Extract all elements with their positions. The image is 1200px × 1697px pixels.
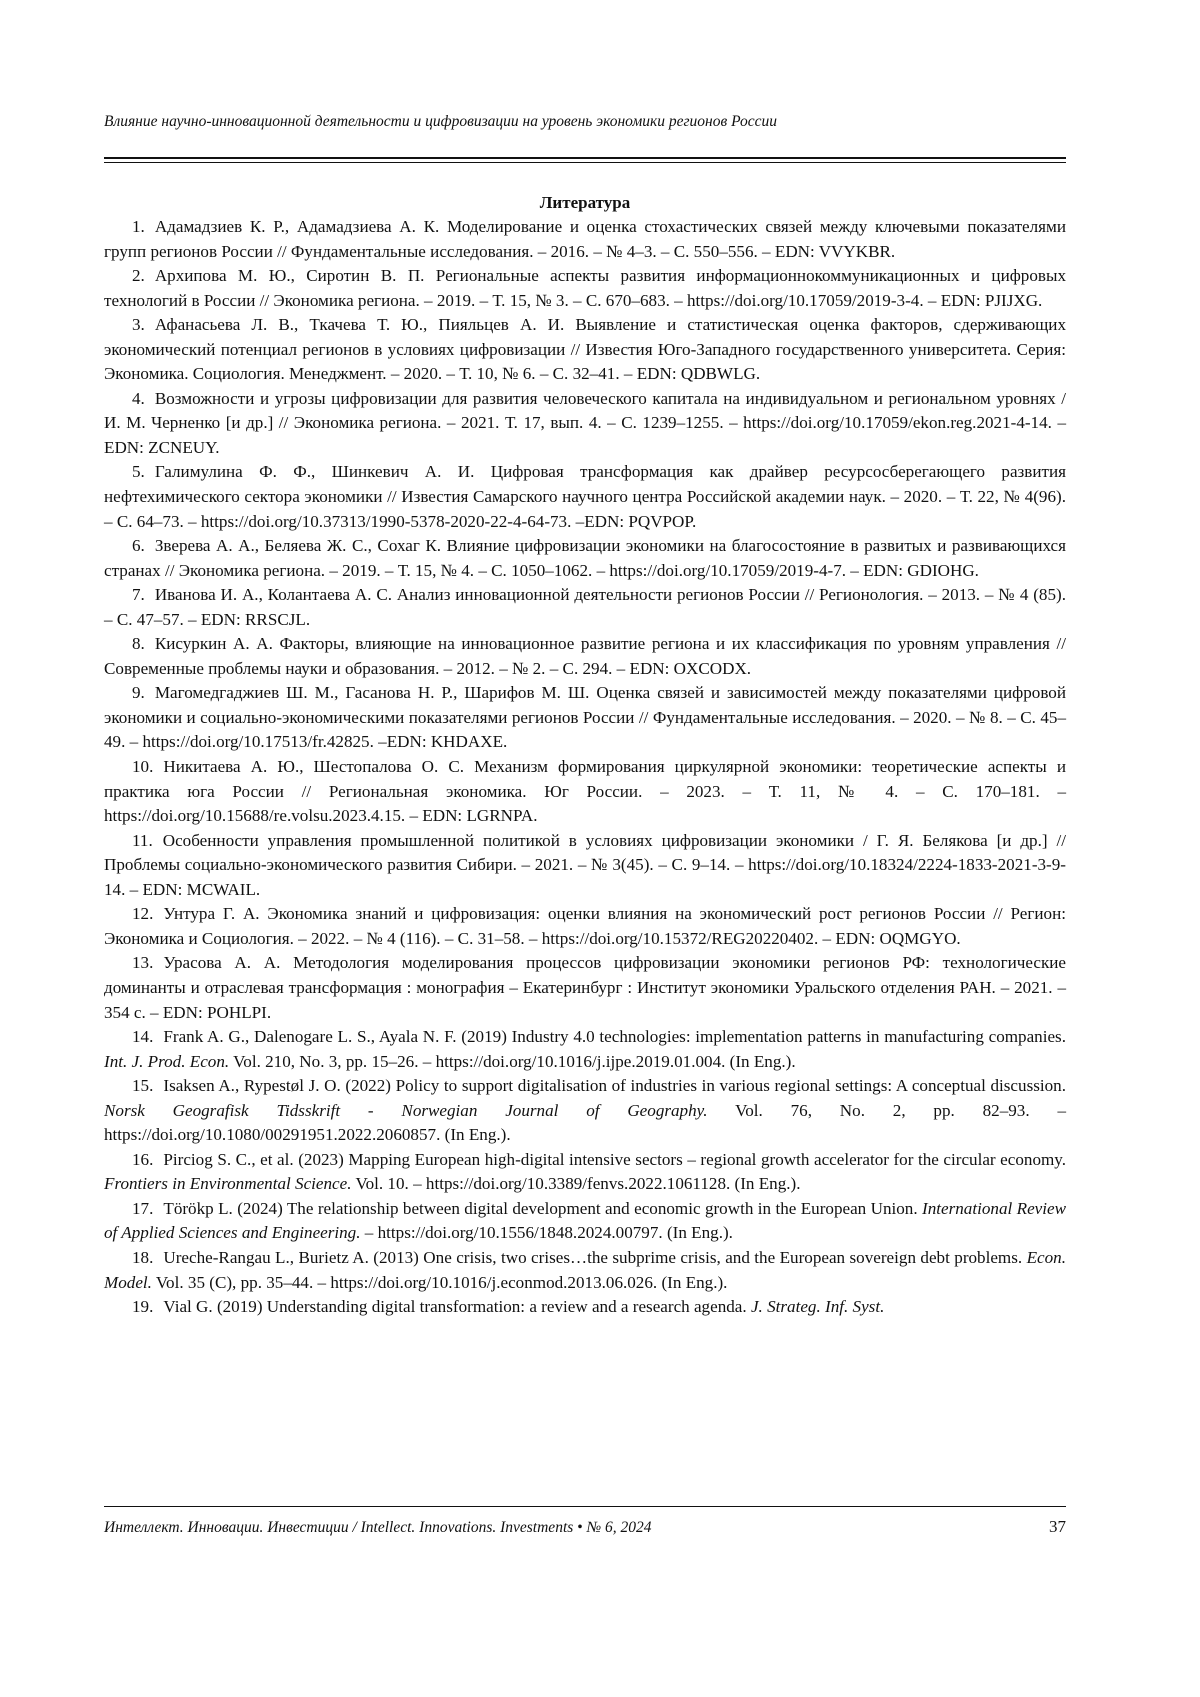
- reference-item: [104, 1246, 1066, 1295]
- reference-number: 13.: [132, 953, 163, 972]
- reference-number: 7.: [132, 585, 155, 604]
- reference-item: [104, 902, 1066, 951]
- reference-journal: J. Strateg. Inf. Syst.: [751, 1297, 884, 1316]
- reference-item: [104, 632, 1066, 681]
- reference-text: Афанасьева Л. В., Ткачева Т. Ю., Пияльцев А. И. Выявление и статистическая оценка факторов, сдерживающих экономический потенциал регионов в условиях цифровизации // Известия Юго-Западного государственного университета. Серия: Экономика. Социология. Менеджмент. – 2020. – Т. 10, № 6. – С. 32–41. – EDN: QDBWLG.: [104, 315, 1066, 383]
- reference-journal: Econ. Model.: [104, 1248, 1066, 1292]
- reference-item: [104, 681, 1066, 755]
- page-number: 37: [1049, 1517, 1066, 1537]
- reference-journal: Norsk Geografisk Tidsskrift - Norwegian Journal of Geography.: [104, 1101, 708, 1120]
- reference-text: Урасова А. А. Методология моделирования процессов цифровизации экономики регионов РФ: технологические доминанты и отраслевая трансформация : монография – Екатеринбург : Институт экономики Уральского отделения РАН. – 2021. – 354 с. – EDN: POHLPI.: [104, 953, 1066, 1021]
- reference-text: Галимулина Ф. Ф., Шинкевич А. И. Цифровая трансформация как драйвер ресурсосберегающего развития нефтехимического сектора экономики // Известия Самарского научного центра Российской академии наук. – 2020. – Т. 22, № 4(96). – С. 64–73. – https://doi.org/10.37313/1990-5378-2020-22-4-64-73. –EDN: PQVPOP.: [104, 462, 1066, 530]
- reference-text: Иванова И. А., Колантаева А. С. Анализ инновационной деятельности регионов России // Регионология. – 2013. – № 4 (85). – С. 47–57. – EDN: RRSCJL.: [104, 585, 1066, 629]
- reference-number: 6.: [132, 536, 155, 555]
- references-section: [104, 191, 1066, 1320]
- reference-item: [104, 534, 1066, 583]
- reference-text: Кисуркин А. А. Факторы, влияющие на инновационное развитие региона и их классификация по уровням управления // Современные проблемы науки и образования. – 2012. – № 2. – С. 294. – EDN: OXCODX.: [104, 634, 1066, 678]
- reference-number: 12.: [132, 904, 163, 923]
- reference-text: Архипова М. Ю., Сиротин В. П. Региональные аспекты развития информационнокоммуникационных и цифровых технологий в России // Экономика региона. – 2019. – Т. 15, № 3. – С. 670–683. – https://doi.org/10.17059/2019-3-4. – EDN: PJIJXG.: [104, 266, 1066, 310]
- reference-item: [104, 215, 1066, 264]
- reference-item: [104, 1148, 1066, 1197]
- reference-text: Зверева А. А., Беляева Ж. С., Сохаг К. Влияние цифровизации экономики на благосостояние в развитых и развивающихся странах // Экономика региона. – 2019. – Т. 15, № 4. – С. 1050–1062. – https://doi.org/10.17059/2019-4-7. – EDN: GDIOHG.: [104, 536, 1066, 580]
- reference-text: Унтура Г. А. Экономика знаний и цифровизация: оценки влияния на экономический рост регионов России // Регион: Экономика и Социология. – 2022. – № 4 (116). – С. 31–58. – https://doi.org/10.15372/REG20220402. – EDN: OQMGYO.: [104, 904, 1066, 948]
- footer-journal: Интеллект. Инновации. Инвестиции / Intellect. Innovations. Investments • № 6, 2024: [104, 1519, 651, 1537]
- reference-text: Isaksen A., Rypestøl J. O. (2022) Policy to support digitalisation of industries in various regional settings: A conceptual discussion.: [163, 1076, 1066, 1095]
- reference-number: 18.: [132, 1248, 163, 1267]
- reference-journal: Frontiers in Environmental Science.: [104, 1174, 351, 1193]
- reference-number: 4.: [132, 389, 155, 408]
- reference-number: 19.: [132, 1297, 163, 1316]
- reference-text: Возможности и угрозы цифровизации для развития человеческого капитала на индивидуальном и региональном уровнях / И. М. Черненко [и др.] // Экономика региона. – 2021. Т. 17, вып. 4. – С. 1239–1255. – https://doi.org/10.17059/ekon.reg.2021-4-14. – EDN: ZCNEUY.: [104, 389, 1066, 457]
- reference-details: Vol. 10. – https://doi.org/10.3389/fenvs.2022.1061128. (In Eng.).: [351, 1174, 800, 1193]
- reference-number: 14.: [132, 1027, 163, 1046]
- reference-number: 15.: [132, 1076, 163, 1095]
- reference-item: [104, 1025, 1066, 1074]
- reference-text: Vial G. (2019) Understanding digital transformation: a review and a research agenda.: [163, 1297, 751, 1316]
- reference-item: [104, 583, 1066, 632]
- reference-number: 9.: [132, 683, 155, 702]
- reference-text: Frank A. G., Dalenogare L. S., Ayala N. F. (2019) Industry 4.0 technologies: implementation patterns in manufacturing companies.: [163, 1027, 1066, 1046]
- reference-text: Ureche-Rangau L., Burietz A. (2013) One crisis, two crises…the subprime crisis, and the European sovereign debt problems.: [163, 1248, 1026, 1267]
- reference-number: 3.: [132, 315, 155, 334]
- header-rule-thick: [104, 157, 1066, 159]
- reference-item: [104, 951, 1066, 1025]
- reference-item: [104, 387, 1066, 461]
- reference-number: 5.: [132, 462, 155, 481]
- reference-details: Vol. 76, No. 2, pp. 82–93. – https://doi.org/10.1080/00291951.2022.2060857. (In Eng.).: [104, 1101, 1066, 1145]
- reference-text: Магомедгаджиев Ш. М., Гасанова Н. Р., Шарифов М. Ш. Оценка связей и зависимостей между показателями цифровой экономики и социально-экономическими показателями регионов России // Фундаментальные исследования. – 2020. – № 8. – С. 45–49. – https://doi.org/10.17513/fr.42825. –EDN: KHDAXE.: [104, 683, 1066, 751]
- reference-item: [104, 1197, 1066, 1246]
- reference-text: Pirciog S. C., et al. (2023) Mapping European high-digital intensive sectors – regional growth accelerator for the circular economy.: [163, 1150, 1066, 1169]
- reference-item: [104, 313, 1066, 387]
- reference-number: 8.: [132, 634, 155, 653]
- reference-text: Törökp L. (2024) The relationship between digital development and economic growth in the European Union.: [163, 1199, 922, 1218]
- reference-journal: International Review of Applied Sciences and Engineering.: [104, 1199, 1066, 1243]
- header-rule-thin: [104, 162, 1066, 163]
- reference-item: [104, 264, 1066, 313]
- reference-details: – https://doi.org/10.1556/1848.2024.00797. (In Eng.).: [361, 1223, 733, 1242]
- reference-item: [104, 1074, 1066, 1148]
- running-header: Влияние научно-инновационной деятельности и цифровизации на уровень экономики регионов России: [104, 113, 1064, 131]
- reference-number: 2.: [132, 266, 155, 285]
- reference-journal: Int. J. Prod. Econ.: [104, 1052, 229, 1071]
- reference-details: Vol. 35 (C), pp. 35–44. – https://doi.org/10.1016/j.econmod.2013.06.026. (In Eng.).: [152, 1273, 727, 1292]
- footer-rule: [104, 1506, 1066, 1507]
- reference-item: [104, 829, 1066, 903]
- section-title: Литература: [104, 191, 1066, 215]
- reference-text: Никитаева А. Ю., Шестопалова О. С. Механизм формирования циркулярной экономики: теоретические аспекты и практика юга России // Региональная экономика. Юг России. – 2023. – Т. 11, № 4. – С. 170–181. – https://doi.org/10.15688/re.volsu.2023.4.15. – EDN: LGRNPA.: [104, 757, 1066, 825]
- reference-details: Vol. 210, No. 3, pp. 15–26. – https://doi.org/10.1016/j.ijpe.2019.01.004. (In Eng.).: [229, 1052, 795, 1071]
- reference-text: Адамадзиев К. Р., Адамадзиева А. К. Моделирование и оценка стохастических связей между ключевыми показателями групп регионов России // Фундаментальные исследования. – 2016. – № 4–3. – С. 550–556. – EDN: VVYKBR.: [104, 217, 1066, 261]
- reference-number: 1.: [132, 217, 155, 236]
- reference-text: Особенности управления промышленной политикой в условиях цифровизации экономики / Г. Я. Белякова [и др.] // Проблемы социально-экономического развития Сибири. – 2021. – № 3(45). – С. 9–14. – https://doi.org/10.18324/2224-1833-2021-3-9-14. – EDN: MCWAIL.: [104, 831, 1066, 899]
- reference-item: [104, 755, 1066, 829]
- reference-number: 17.: [132, 1199, 163, 1218]
- reference-number: 10.: [132, 757, 163, 776]
- reference-list: [104, 215, 1066, 1320]
- reference-number: 16.: [132, 1150, 163, 1169]
- reference-number: 11.: [132, 831, 163, 850]
- reference-item: [104, 460, 1066, 534]
- reference-item: [104, 1295, 1066, 1320]
